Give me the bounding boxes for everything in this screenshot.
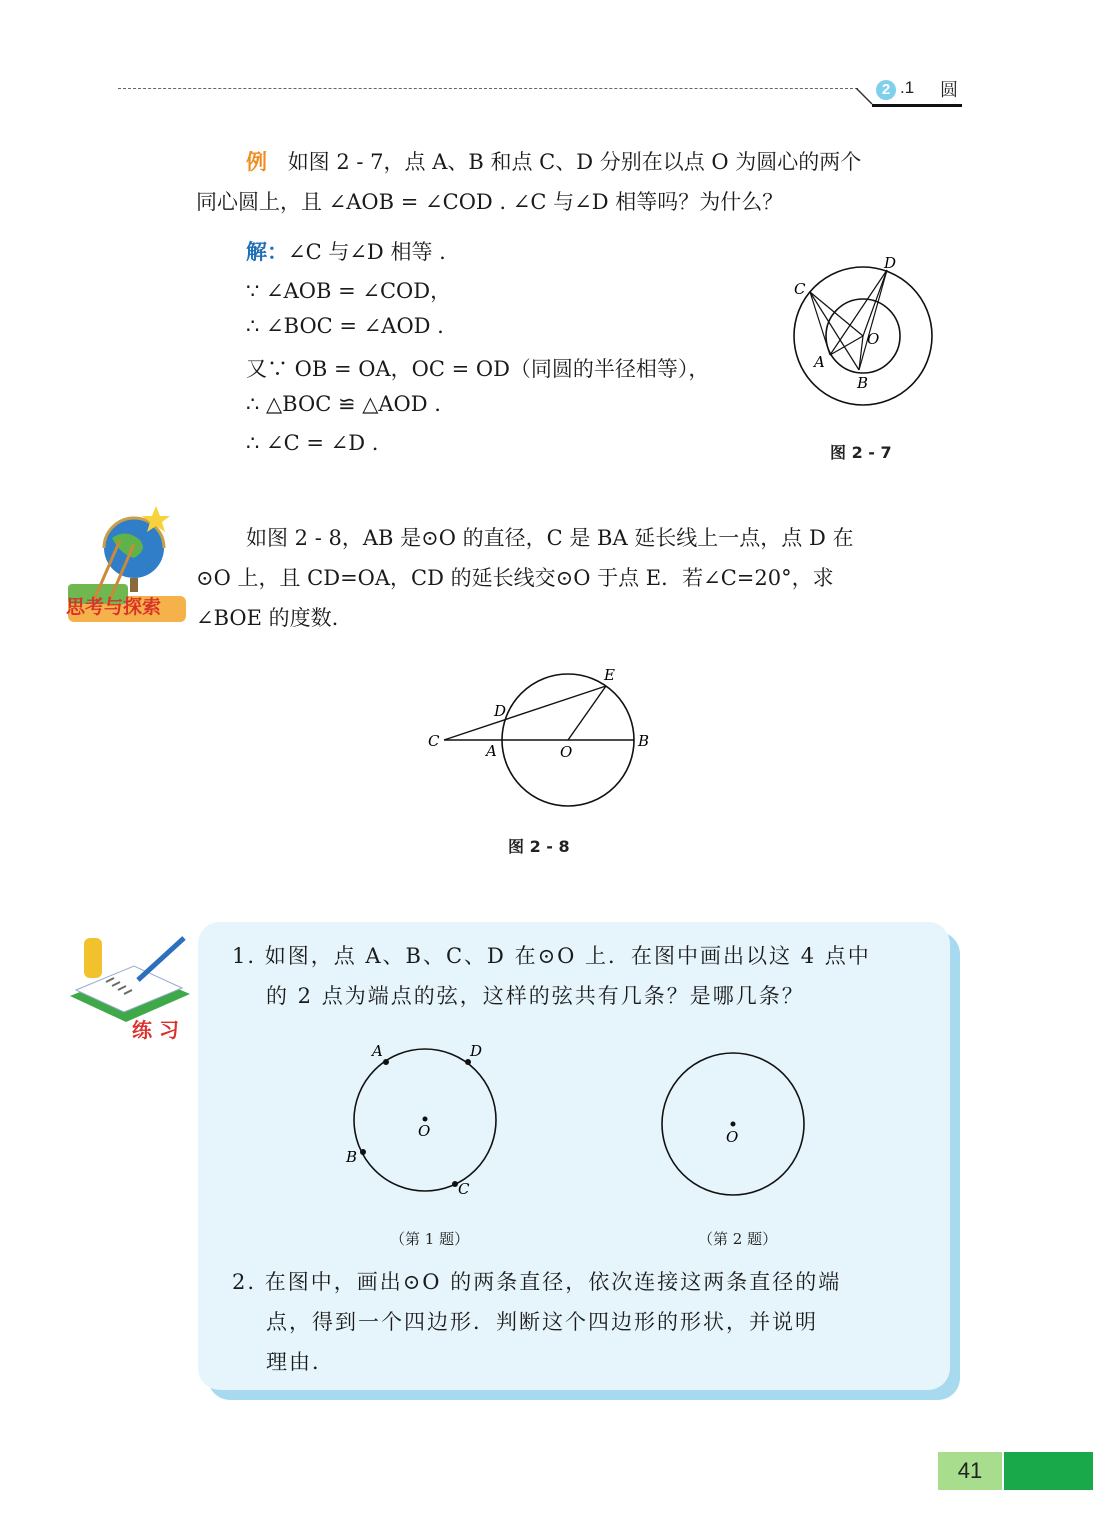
solution-line-1: [246, 236, 446, 266]
fig28-label-C: C: [428, 732, 440, 750]
page-number-bar: [1004, 1452, 1093, 1490]
solution-line-4: 又∵ OB = OA，OC = OD（同圆的半径相等），: [246, 357, 710, 381]
page-number: 41: [938, 1452, 1002, 1490]
example-text-1: 如图 2 - 7，点 A、B 和点 C、D 分别在以点 O 为圆心的两个: [287, 150, 862, 174]
section-title: 圆: [940, 80, 958, 101]
solution-label: 解：: [246, 240, 288, 264]
think-line-1: 如图 2 - 8，AB 是⊙O 的直径，C 是 BA 延长线上一点，点 D 在: [246, 526, 854, 550]
p2-label-O: O: [726, 1128, 739, 1146]
fig28-label-E: E: [604, 666, 615, 684]
think-line-2: ⊙O 上，且 CD=OA，CD 的延长线交⊙O 于点 E．若∠C=20°，求: [196, 566, 834, 590]
example-line-1: [246, 146, 861, 176]
center-point: [731, 1122, 736, 1127]
figure-2-8: [420, 660, 670, 820]
q1-line-2: 的 2 点为端点的弦，这样的弦共有几条？是哪几条？: [266, 984, 805, 1008]
think-explore-label: 思考与探索: [66, 596, 162, 618]
example-label: 例: [246, 150, 267, 174]
p1-label-B: B: [346, 1148, 358, 1166]
practice-figure-2: [650, 1040, 820, 1210]
practice-label: 练 习: [132, 1018, 179, 1042]
section-number-badge: 2: [876, 80, 896, 100]
p1-label-D: D: [470, 1042, 483, 1060]
q1-line-1: 1. 如图，点 A、B、C、D 在⊙O 上．在图中画出以这 4 点中: [232, 944, 871, 968]
p1-label-O: O: [418, 1122, 431, 1140]
figure-2-7: [780, 250, 950, 420]
figure-2-8-lines: [444, 686, 634, 740]
fig27-label-D: D: [884, 254, 897, 272]
solution-line-2: ∵ ∠AOB = ∠COD，: [246, 279, 452, 303]
solution-line-5: ∴ △BOC ≌ △AOD .: [246, 392, 441, 416]
fig27-label-C: C: [794, 280, 806, 298]
fig1-caption: （第 1 题）: [390, 1230, 470, 1248]
solution-line-6: ∴ ∠C = ∠D .: [246, 431, 379, 455]
solution-line-3: ∴ ∠BOC = ∠AOD .: [246, 314, 444, 338]
fig27-label-A: A: [814, 353, 825, 371]
fig27-label-O: O: [867, 330, 880, 348]
header-underline: [872, 104, 962, 107]
fig28-label-D: D: [494, 702, 507, 720]
solution-text-1: ∠C 与∠D 相等 .: [288, 240, 446, 264]
fig28-label-A: A: [486, 742, 497, 760]
fig28-label-O: O: [560, 743, 573, 761]
fig28-label-B: B: [638, 732, 650, 750]
section-subnumber: .1: [900, 78, 915, 97]
header-rule: [118, 88, 858, 89]
fig2-caption: （第 2 题）: [698, 1230, 778, 1248]
practice-figure-1: [330, 1036, 520, 1206]
example-line-2: 同心圆上，且 ∠AOB = ∠COD . ∠C 与∠D 相等吗？为什么？: [196, 190, 784, 214]
practice-fig1-points: [360, 1059, 471, 1187]
fig27-caption: 图 2 - 7: [830, 443, 892, 462]
q2-line-3: 理由．: [266, 1350, 335, 1374]
p1-label-C: C: [458, 1180, 470, 1198]
q2-line-1: 2. 在图中，画出⊙O 的两条直径，依次连接这两条直径的端: [232, 1270, 842, 1294]
fig28-caption: 图 2 - 8: [508, 837, 570, 856]
think-line-3: ∠BOE 的度数.: [196, 606, 339, 630]
fig27-label-B: B: [857, 374, 869, 392]
p1-label-A: A: [372, 1042, 383, 1060]
q2-line-2: 点，得到一个四边形．判断这个四边形的形状，并说明: [266, 1310, 818, 1334]
